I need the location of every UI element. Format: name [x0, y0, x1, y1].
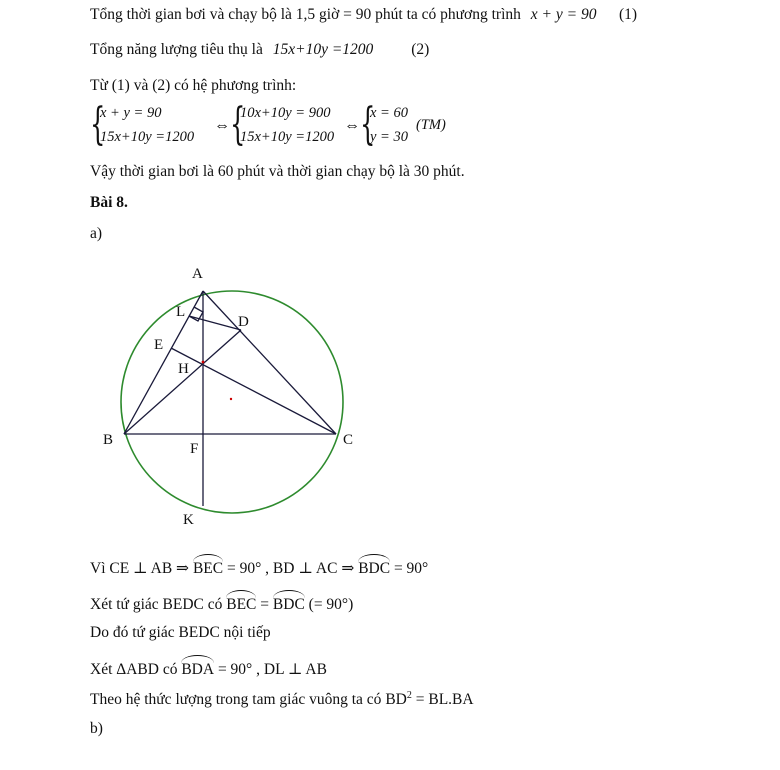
label-E: E: [154, 337, 164, 353]
step-5-rhs: = BL.BA: [415, 691, 474, 709]
label-K: K: [183, 512, 194, 528]
label-F: F: [190, 441, 199, 457]
system-2-eq-b: 15x+10y =1200: [240, 129, 335, 145]
step-4-pre: Xét ΔABD có: [90, 661, 178, 678]
altitude-CE: [171, 348, 336, 434]
equation-2: 15x+10y =1200: [272, 41, 374, 58]
label-B: B: [103, 432, 114, 448]
equation-2-tag: (2): [411, 41, 430, 58]
label-L: L: [176, 304, 186, 320]
label-C: C: [343, 432, 354, 448]
brace-2: {: [230, 99, 246, 150]
step-5-pre: Theo hệ thức lượng trong tam giác vuông ta có: [90, 691, 382, 709]
iff-1: ⇔: [214, 117, 230, 134]
orthocenter-dot: [202, 361, 205, 364]
step-1-mid: = 90° , BD ⊥ AC ⇒: [226, 560, 355, 577]
line-4: Vậy thời gian bơi là 60 phút và thời gian chạy bộ là 30 phút.: [90, 163, 465, 180]
iff-2: ⇔: [344, 117, 360, 134]
label-D: D: [238, 314, 249, 330]
step-1-post: = 90°: [393, 560, 429, 577]
brace-1: {: [90, 99, 106, 150]
step-2-pre: Xét tứ giác BEDC có: [90, 596, 223, 613]
part-a-label: a): [90, 225, 103, 242]
step-5-lhs: BD: [385, 691, 407, 709]
system-3-eq-b: y = 30: [370, 129, 408, 145]
altitude-BD: [124, 330, 241, 434]
circumcircle: [121, 291, 343, 513]
angle-BEC: BEC: [193, 556, 223, 578]
angle-BDA: BDA: [181, 657, 214, 679]
angle-BEC-2: BEC: [226, 592, 256, 614]
tm-note: (TM): [416, 117, 446, 133]
step-4-post: = 90° , DL ⊥ AB: [217, 661, 327, 678]
line-3: Từ (1) và (2) có hệ phương trình:: [90, 77, 297, 94]
step-5-exponent: 2: [406, 690, 412, 701]
center-dot: [230, 398, 232, 400]
step-2-mid: =: [260, 596, 270, 613]
step-4: [90, 657, 327, 679]
step-5: [90, 690, 474, 709]
segment-AB: [124, 291, 203, 434]
line-2-text: Tổng năng lượng tiêu thụ là: [90, 41, 263, 58]
brace-3: {: [360, 99, 376, 150]
part-b-label: b): [90, 720, 103, 737]
system-3-eq-a: x = 60: [370, 105, 408, 121]
equation-1-tag: (1): [619, 6, 638, 23]
step-2: [90, 592, 353, 614]
line-1-text: Tổng thời gian bơi và chạy bộ là 1,5 giờ = 90 phút ta có phương trình: [90, 6, 521, 23]
label-H: H: [178, 361, 189, 377]
step-1-pre: Vì CE ⊥ AB ⇒: [90, 560, 190, 577]
system-1-eq-a: x + y = 90: [100, 105, 162, 121]
step-1: [90, 556, 428, 578]
equation-1: x + y = 90: [530, 6, 597, 23]
step-2-post: (= 90°): [308, 596, 354, 613]
exercise-heading: Bài 8.: [90, 194, 128, 211]
step-3: Do đó tứ giác BEDC nội tiếp: [90, 624, 271, 641]
system-1-eq-b: 15x+10y =1200: [100, 129, 195, 145]
system-2-eq-a: 10x+10y = 900: [240, 105, 331, 121]
segment-AC: [203, 291, 336, 434]
label-A: A: [192, 266, 203, 282]
angle-BDC: BDC: [358, 556, 390, 578]
angle-BDC-2: BDC: [273, 592, 305, 614]
